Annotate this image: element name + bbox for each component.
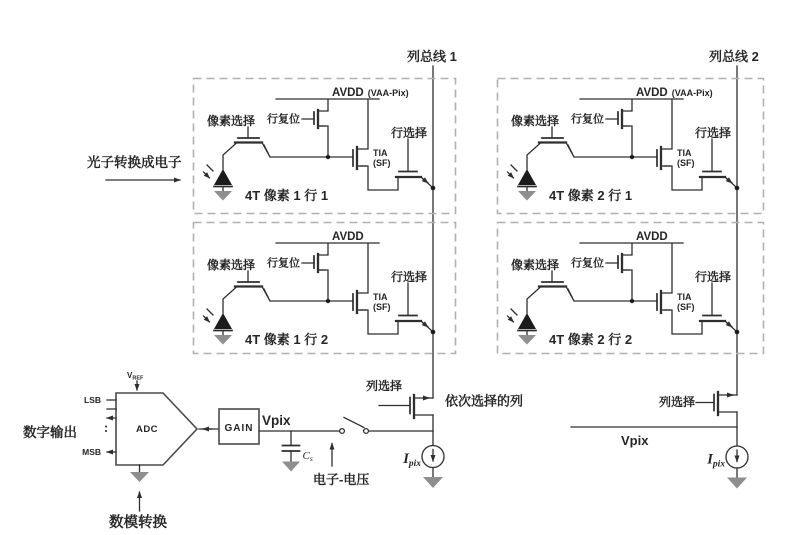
photodiode: [214, 313, 232, 329]
photodiode: [214, 169, 232, 185]
row-reset-label: 行复位: [267, 257, 300, 270]
ev-label: 电子-电压: [313, 472, 370, 487]
lsb-arrows-icon: [107, 400, 116, 418]
pixel-select-label: 像素选择: [511, 258, 560, 272]
bus-node: [431, 186, 436, 191]
col-select-label: 列选择: [365, 379, 402, 393]
bus-node: [431, 330, 436, 335]
cell-name: 4T 像素 2 行 1: [549, 188, 633, 203]
seq-col-label: 依次选择的列: [445, 393, 524, 409]
fd-node: [630, 155, 634, 159]
adc-block: [23, 371, 197, 531]
pixel-cell-3: [498, 79, 764, 214]
dac-label: 数模转换: [109, 515, 167, 531]
ground-symbol: [214, 191, 232, 201]
pixel-cell-2: [194, 223, 456, 354]
row-select-label: 行选择: [390, 126, 428, 140]
ipix-label: $I_{pix}$: [707, 451, 725, 470]
cs-label: Cs: [302, 450, 313, 463]
ellipsis-dot: [105, 426, 107, 428]
light-arrows-icon: [204, 165, 214, 178]
photodiode: [518, 169, 536, 185]
cell-name: 4T 像素 1 行 1: [245, 188, 329, 203]
row-select-label: 行选择: [694, 270, 732, 284]
column-bus-1-label: 列总线 1: [407, 49, 457, 64]
digital-output-label: 数字输出: [23, 425, 77, 440]
fet-wires: [379, 398, 433, 415]
tia-label: TIA: [677, 148, 692, 158]
light-arrows-icon: [508, 165, 518, 178]
ground-symbol: [518, 335, 536, 345]
switch-blade: [344, 418, 364, 428]
column-select-right: [571, 392, 748, 489]
ellipsis-dot: [105, 430, 107, 432]
ground-symbol: [282, 462, 300, 472]
adc-label: ADC: [135, 424, 159, 435]
pixel-select-label: 像素选择: [207, 258, 256, 272]
cell-name: 4T 像素 1 行 2: [245, 332, 329, 347]
column-bus-2-label: 列总线 2: [709, 49, 759, 64]
fd-node: [326, 299, 330, 303]
ground-symbol: [214, 335, 232, 345]
tia-label: TIA: [677, 292, 692, 302]
avdd-label: AVDD (VAA-Pix): [332, 87, 409, 99]
photodiode: [518, 313, 536, 329]
light-arrows-icon: [204, 309, 214, 322]
row-reset-label: 行复位: [571, 113, 604, 126]
switch-contact: [340, 429, 345, 434]
tia-label: TIA: [373, 292, 388, 302]
sf-label: (SF): [677, 302, 695, 312]
pixel-cell-4: [498, 223, 764, 354]
sf-label: (SF): [677, 158, 695, 168]
lsb-label: LSB: [84, 395, 101, 405]
light-arrows-icon: [508, 309, 518, 322]
vpix-label: Vpix: [262, 413, 291, 428]
bus-node: [735, 330, 740, 335]
photon-label: 光子转换成电子: [87, 155, 182, 170]
gain-label: GAIN: [224, 423, 254, 434]
ground-symbol: [423, 477, 443, 488]
avdd-label: AVDD: [636, 231, 668, 243]
pixel-select-label: 像素选择: [207, 114, 256, 128]
photon-annotation: [87, 154, 182, 180]
pixel-select-label: 像素选择: [511, 114, 560, 128]
col-select-label: 列选择: [658, 395, 695, 409]
bus-node: [735, 186, 740, 191]
fet-wires: [696, 395, 737, 412]
fd-node: [630, 299, 634, 303]
cell-name: 4T 像素 2 行 2: [549, 332, 633, 347]
msb-label: MSB: [82, 447, 101, 457]
ground-symbol: [727, 478, 747, 489]
sf-label: (SF): [373, 158, 391, 168]
avdd-label: AVDD (VAA-Pix): [636, 87, 713, 99]
pixel-cell-1: [194, 79, 456, 214]
switch-contact: [364, 429, 369, 434]
row-select-label: 行选择: [390, 270, 428, 284]
gain-and-sampling: [199, 409, 433, 487]
capacitor: [283, 446, 300, 452]
fd-node: [326, 155, 330, 159]
vref-label: VREF: [127, 371, 144, 382]
avdd-label: AVDD: [332, 231, 364, 243]
column-select-left: [366, 378, 523, 488]
vpix-label: Vpix: [621, 433, 649, 448]
ground-symbol: [518, 191, 536, 201]
ipix-label: $I_{pix}$: [403, 451, 421, 469]
ground-symbol: [130, 472, 149, 482]
row-reset-label: 行复位: [267, 113, 300, 126]
row-reset-label: 行复位: [571, 257, 604, 270]
tia-label: TIA: [373, 148, 388, 158]
row-select-label: 行选择: [694, 126, 732, 140]
sf-label: (SF): [373, 302, 391, 312]
